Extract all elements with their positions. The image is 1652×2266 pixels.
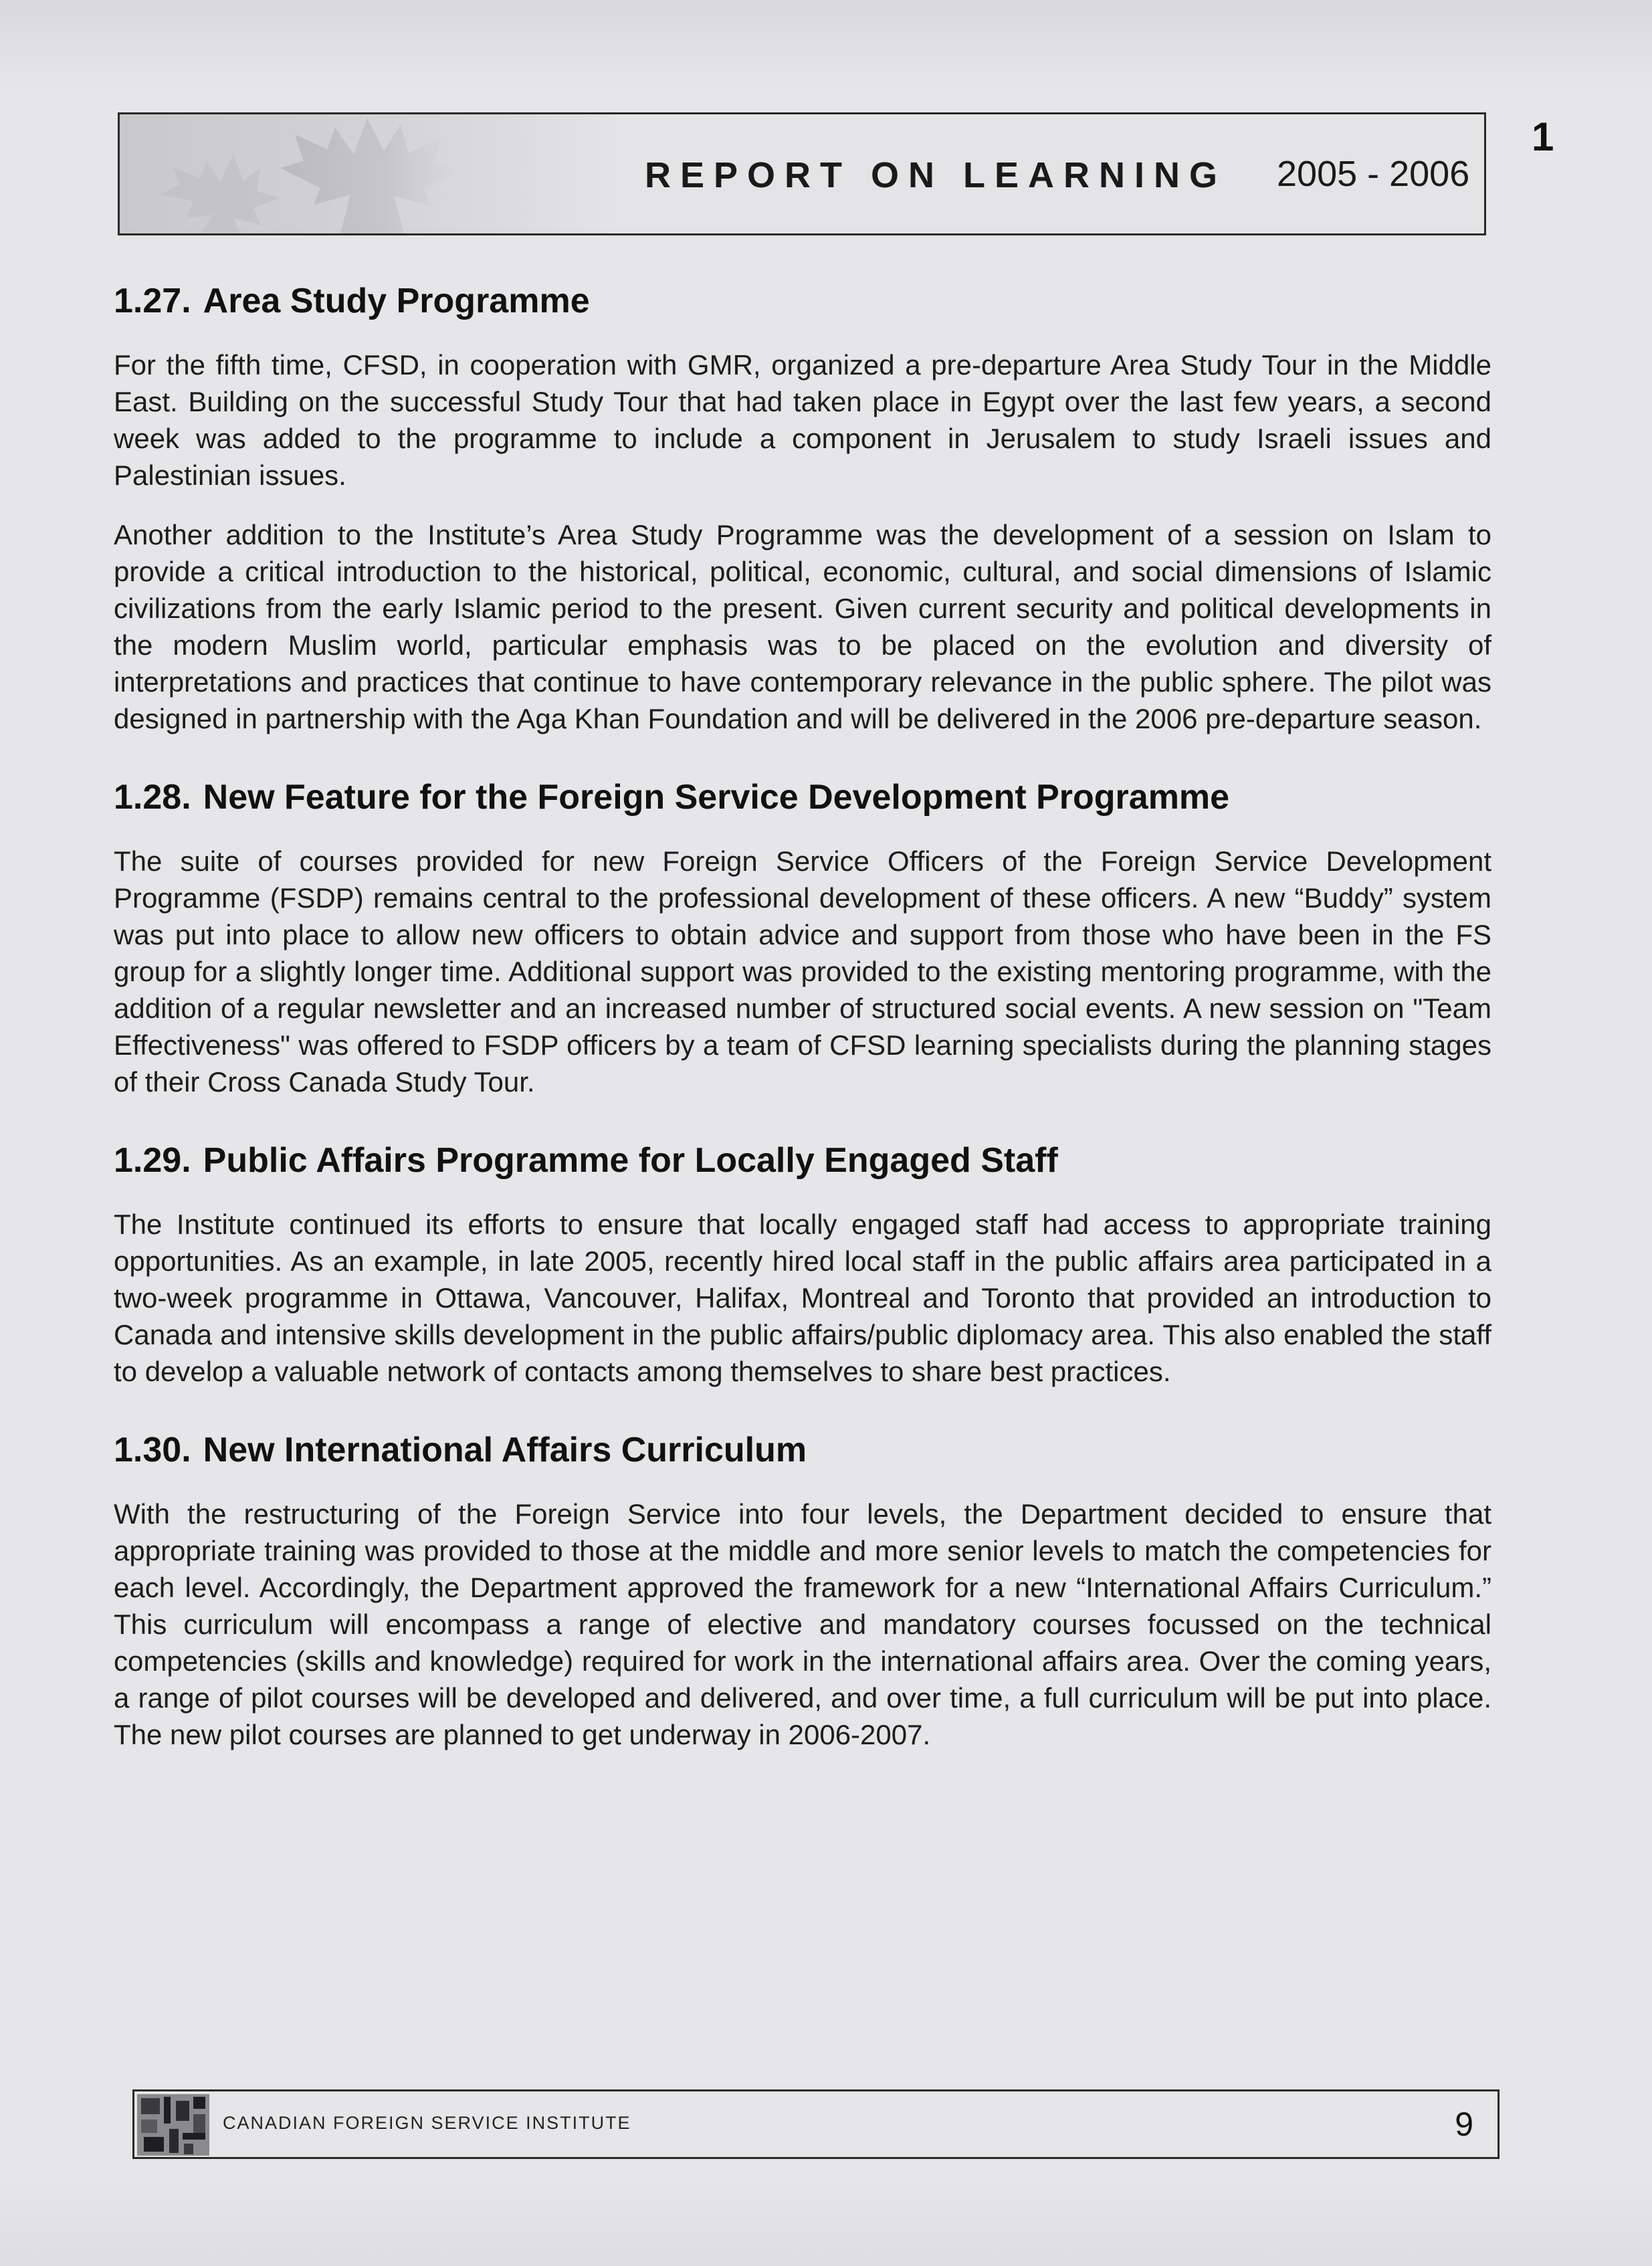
paragraph: With the restructuring of the Foreign Service into four levels, the Department decided to ensure that appropriate training was provided to those at the middle and more senior levels to match the competencies for each level. Accordingly, the Department approved the framework for a new “International Affairs Curriculum.” This curriculum will encompass a range of elective and mandatory courses focussed on the technical competencies (skills and knowledge) required for work in the international affairs area. Over the coming years, a range of pilot courses will be developed and delivered, and over time, a full curriculum will be put into place. The new pilot courses are planned to get underway in 2006-2007. xyxy=(114,1498,1491,1750)
section-heading xyxy=(114,1430,1491,1470)
page-footer xyxy=(132,2089,1500,2159)
paragraph: For the fifth time, CFSD, in cooperation with GMR, organized a pre-departure Area Study Tour in the Middle East. Building on the successful Study Tour that had taken place in Egypt over the last few years, a second week was added to the programme to include a component in Jerusalem to study Israeli issues and Palestinian issues. xyxy=(114,349,1491,491)
section-area-study xyxy=(114,281,1491,737)
section-title: New Feature for the Foreign Service Development Programme xyxy=(203,778,1230,817)
section-heading xyxy=(114,1140,1491,1180)
report-years: 2005 - 2006 xyxy=(1277,154,1470,194)
section-title: Public Affairs Programme for Locally Engaged Staff xyxy=(203,1141,1058,1180)
section-title: New International Affairs Curriculum xyxy=(203,1431,807,1469)
section-heading xyxy=(114,777,1491,817)
report-header xyxy=(118,112,1486,235)
section-title: Area Study Programme xyxy=(203,282,590,320)
maple-leaf-graphic xyxy=(120,114,618,233)
institute-name: CANADIAN FOREIGN SERVICE INSTITUTE xyxy=(223,2113,631,2133)
paragraph: The suite of courses provided for new Foreign Service Officers of the Foreign Service Development Programme (FSDP) remains central to the professional development of these officers. A new “Buddy” system was put into place to allow new officers to obtain advice and support from those who have been in the FS group for a slightly longer time. Additional support was provided to the existing mentoring programme, with the addition of a regular newsletter and an increased number of structured social events. A new session on "Team Effectiveness" was offered to FSDP officers by a team of CFSD learning specialists during the planning stages of their Cross Canada Study Tour. xyxy=(114,845,1491,1098)
section-number: 1.29. xyxy=(114,1141,191,1180)
institute-logo-icon xyxy=(137,2094,209,2156)
section-number: 1.30. xyxy=(114,1431,191,1469)
section-heading xyxy=(114,281,1491,321)
report-title: REPORT ON LEARNING xyxy=(645,155,1227,195)
institute-logo xyxy=(137,2094,209,2156)
page-number: 9 xyxy=(1455,2105,1473,2143)
section-fsdp xyxy=(114,777,1491,1100)
maple-leaf-icon xyxy=(120,114,618,233)
section-number: 1.28. xyxy=(114,778,191,817)
section-number: 1.27. xyxy=(114,282,191,320)
paragraph: Another addition to the Institute’s Area Study Programme was the development of a session on Islam to provide a critical introduction to the historical, political, economic, cultural, and social dimensions of Islamic civilizations from the early Islamic period to the present. Given current security and political developments in the modern Muslim world, particular emphasis was to be placed on the evolution and diversity of interpretations and practices that continue to have contemporary relevance in the public sphere. The pilot was designed in partnership with the Aga Khan Foundation and will be delivered in the 2006 pre-departure season. xyxy=(114,519,1491,734)
section-public-affairs xyxy=(114,1140,1491,1390)
main-content xyxy=(114,281,1491,1793)
chapter-number: 1 xyxy=(1532,114,1554,159)
paragraph: The Institute continued its efforts to ensure that locally engaged staff had access to appropriate training opportunities. As an example, in late 2005, recently hired local staff in the public affairs area participated in a two-week programme in Ottawa, Vancouver, Halifax, Montreal and Toronto that provided an introduction to Canada and intensive skills development in the public affairs/public diplomacy area. This also enabled the staff to develop a valuable network of contacts among themselves to share best practices. xyxy=(114,1209,1491,1387)
section-international-affairs xyxy=(114,1430,1491,1753)
